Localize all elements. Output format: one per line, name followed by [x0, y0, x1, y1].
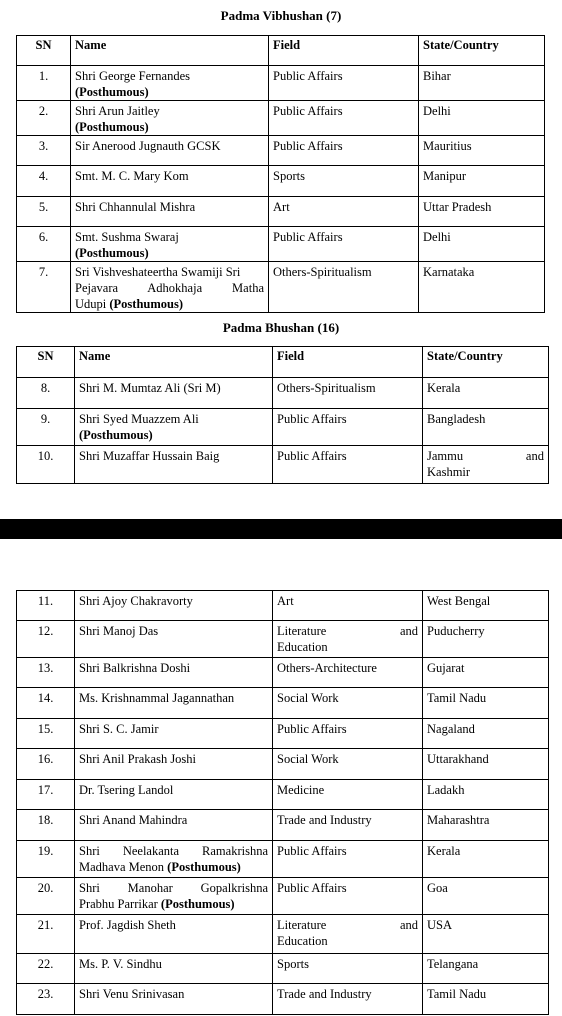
table-row — [17, 658, 549, 688]
state-line-1: Jammu and — [427, 449, 544, 463]
table-row — [17, 136, 545, 166]
field-cell: Art — [269, 197, 419, 227]
state-cell: Telangana — [423, 954, 549, 984]
table-header-row — [17, 347, 549, 378]
table-row — [17, 101, 545, 136]
posthumous-label: (Posthumous) — [160, 897, 235, 911]
sn-cell: 17. — [17, 780, 75, 810]
sn-cell: 7. — [17, 262, 71, 313]
posthumous-label: (Posthumous) — [75, 85, 149, 99]
field-cell: Medicine — [273, 780, 423, 810]
table-row — [17, 810, 549, 841]
posthumous-label: (Posthumous) — [79, 428, 153, 442]
sn-cell: 6. — [17, 227, 71, 262]
table-row — [17, 378, 549, 409]
awardee-name-line-3 — [75, 296, 264, 312]
name-cell: Prof. Jagdish Sheth — [75, 915, 273, 954]
state-cell: Bangladesh — [423, 409, 549, 446]
name-cell — [75, 841, 273, 878]
sn-cell: 22. — [17, 954, 75, 984]
name-cell: Shri Anil Prakash Joshi — [75, 749, 273, 780]
state-cell: Manipur — [419, 166, 545, 197]
name-cell — [71, 66, 269, 101]
name-cell: Shri S. C. Jamir — [75, 719, 273, 749]
field-cell: Public Affairs — [273, 719, 423, 749]
field-cell: Art — [273, 591, 423, 621]
state-cell: Gujarat — [423, 658, 549, 688]
field-cell: Trade and Industry — [273, 810, 423, 841]
posthumous-label: (Posthumous) — [167, 860, 241, 874]
field-line-1: Literature and — [277, 624, 418, 638]
name-cell: Smt. M. C. Mary Kom — [71, 166, 269, 197]
sn-cell: 10. — [17, 446, 75, 484]
awardee-name-line-3-text: Udupi — [75, 297, 107, 311]
name-cell: Ms. P. V. Sindhu — [75, 954, 273, 984]
name-cell: Shri Balkrishna Doshi — [75, 658, 273, 688]
sn-cell: 23. — [17, 984, 75, 1015]
table-row — [17, 591, 549, 621]
field-cell: Public Affairs — [273, 878, 423, 915]
sn-cell: 13. — [17, 658, 75, 688]
state-cell: Goa — [423, 878, 549, 915]
name-cell: Shri Ajoy Chakravorty — [75, 591, 273, 621]
table-row — [17, 749, 549, 780]
table-row — [17, 780, 549, 810]
sn-cell: 21. — [17, 915, 75, 954]
name-cell — [75, 878, 273, 915]
table-row — [17, 197, 545, 227]
field-line-1: Literature and — [277, 918, 418, 932]
name-cell — [71, 262, 269, 313]
header-name: Name — [71, 36, 269, 66]
header-sn: SN — [17, 36, 71, 66]
awardee-name-line-2 — [79, 859, 268, 875]
table-row — [17, 227, 545, 262]
state-cell: USA — [423, 915, 549, 954]
state-cell: Maharashtra — [423, 810, 549, 841]
table-row — [17, 954, 549, 984]
state-cell: Delhi — [419, 227, 545, 262]
field-cell: Others-Spiritualism — [273, 378, 423, 409]
table-row — [17, 688, 549, 719]
state-cell — [423, 446, 549, 484]
field-cell: Public Affairs — [273, 841, 423, 878]
name-cell — [71, 227, 269, 262]
state-cell: West Bengal — [423, 591, 549, 621]
field-cell: Public Affairs — [269, 66, 419, 101]
name-cell: Shri M. Mumtaz Ali (Sri M) — [75, 378, 273, 409]
state-cell: Kerala — [423, 841, 549, 878]
posthumous-label: (Posthumous) — [75, 120, 149, 134]
state-cell: Uttarakhand — [423, 749, 549, 780]
sn-cell: 3. — [17, 136, 71, 166]
table-row — [17, 409, 549, 446]
state-cell: Tamil Nadu — [423, 984, 549, 1015]
field-line-2: Education — [277, 934, 328, 948]
field-cell: Sports — [273, 954, 423, 984]
sn-cell: 19. — [17, 841, 75, 878]
header-field: Field — [273, 347, 423, 378]
padma-vibhushan-title: Padma Vibhushan (7) — [220, 8, 342, 23]
awardee-name-line-1: Shri Manohar Gopalkrishna — [79, 881, 268, 895]
posthumous-label: (Posthumous) — [75, 246, 149, 260]
awardee-name: Shri Arun Jaitley — [75, 104, 160, 118]
state-cell: Nagaland — [423, 719, 549, 749]
sn-cell: 16. — [17, 749, 75, 780]
field-cell — [273, 915, 423, 954]
state-cell: Mauritius — [419, 136, 545, 166]
name-cell: Ms. Krishnammal Jagannathan — [75, 688, 273, 719]
sn-cell: 9. — [17, 409, 75, 446]
header-field: Field — [269, 36, 419, 66]
awardee-name-line-2 — [79, 896, 268, 912]
name-cell: Shri Manoj Das — [75, 621, 273, 658]
awardee-name-line-1: Shri Neelakanta Ramakrishna — [79, 844, 268, 858]
sn-cell: 15. — [17, 719, 75, 749]
table-row — [17, 446, 549, 484]
field-cell: Public Affairs — [269, 227, 419, 262]
table-row — [17, 984, 549, 1015]
table-row — [17, 262, 545, 313]
awardee-name: Shri Syed Muazzem Ali — [79, 412, 199, 426]
field-cell: Public Affairs — [273, 446, 423, 484]
field-line-2: Education — [277, 640, 328, 654]
padma-bhushan-title: Padma Bhushan (16) — [222, 320, 340, 335]
name-cell: Shri Chhannulal Mishra — [71, 197, 269, 227]
field-cell: Public Affairs — [269, 101, 419, 136]
sn-cell: 20. — [17, 878, 75, 915]
sn-cell: 12. — [17, 621, 75, 658]
name-cell — [71, 101, 269, 136]
field-cell — [273, 621, 423, 658]
state-cell: Kerala — [423, 378, 549, 409]
state-cell: Delhi — [419, 101, 545, 136]
awardee-name: Shri George Fernandes — [75, 69, 191, 83]
sn-cell: 5. — [17, 197, 71, 227]
header-name: Name — [75, 347, 273, 378]
table-row — [17, 719, 549, 749]
state-cell: Tamil Nadu — [423, 688, 549, 719]
name-cell: Shri Anand Mahindra — [75, 810, 273, 841]
table-row — [17, 166, 545, 197]
page-break-band — [0, 519, 562, 539]
state-cell: Ladakh — [423, 780, 549, 810]
header-sn: SN — [17, 347, 75, 378]
state-line-2: Kashmir — [427, 465, 471, 479]
header-state: State/Country — [423, 347, 549, 378]
awardee-name-line-1: Sri Vishveshateertha Swamiji Sri — [75, 265, 241, 279]
sn-cell: 1. — [17, 66, 71, 101]
sn-cell: 11. — [17, 591, 75, 621]
padma-bhushan-table — [16, 346, 549, 484]
table-row — [17, 66, 545, 101]
sn-cell: 2. — [17, 101, 71, 136]
header-state: State/Country — [419, 36, 545, 66]
posthumous-label: (Posthumous) — [109, 297, 183, 311]
sn-cell: 4. — [17, 166, 71, 197]
name-cell: Shri Muzaffar Hussain Baig — [75, 446, 273, 484]
field-cell: Public Affairs — [273, 409, 423, 446]
field-cell: Social Work — [273, 749, 423, 780]
awardee-name-line-2: Pejavara Adhokhaja Matha — [75, 281, 264, 295]
field-cell: Social Work — [273, 688, 423, 719]
sn-cell: 14. — [17, 688, 75, 719]
state-cell: Puducherry — [423, 621, 549, 658]
table-header-row — [17, 36, 545, 66]
state-cell: Uttar Pradesh — [419, 197, 545, 227]
awardee-name: Smt. Sushma Swaraj — [75, 230, 179, 244]
name-cell — [75, 409, 273, 446]
sn-cell: 18. — [17, 810, 75, 841]
padma-vibhushan-table — [16, 35, 545, 313]
name-cell: Shri Venu Srinivasan — [75, 984, 273, 1015]
awardee-name-line-2-text: Prabhu Parrikar — [79, 897, 158, 911]
field-cell: Others-Architecture — [273, 658, 423, 688]
table-row — [17, 841, 549, 878]
name-cell: Sir Anerood Jugnauth GCSK — [71, 136, 269, 166]
field-cell: Others-Spiritualism — [269, 262, 419, 313]
state-cell: Karnataka — [419, 262, 545, 313]
awardee-name-line-2-text: Madhava Menon — [79, 860, 165, 874]
field-cell: Public Affairs — [269, 136, 419, 166]
padma-bhushan-continued-table — [16, 590, 549, 1015]
table-row — [17, 621, 549, 658]
table-row — [17, 915, 549, 954]
field-cell: Trade and Industry — [273, 984, 423, 1015]
state-cell: Bihar — [419, 66, 545, 101]
name-cell: Dr. Tsering Landol — [75, 780, 273, 810]
sn-cell: 8. — [17, 378, 75, 409]
field-cell: Sports — [269, 166, 419, 197]
table-row — [17, 878, 549, 915]
